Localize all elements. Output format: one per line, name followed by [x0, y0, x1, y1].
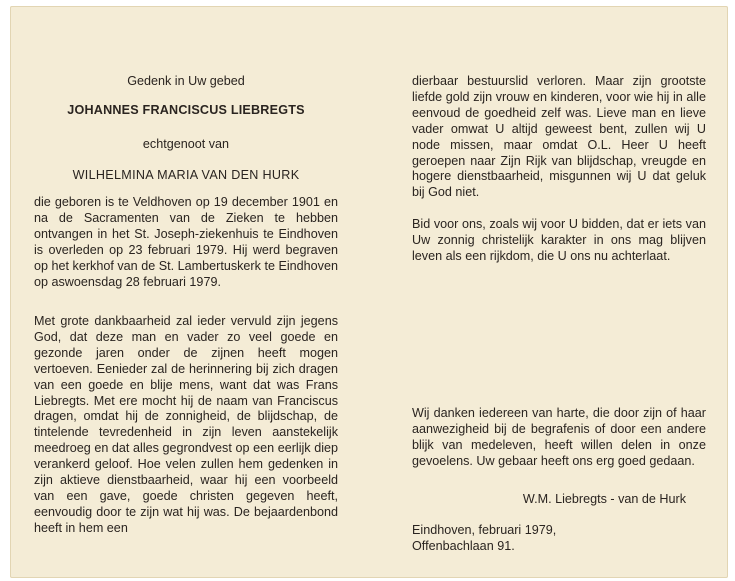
signature: W.M. Liebregts - van de Hurk — [522, 492, 686, 506]
memorial-card — [10, 6, 728, 578]
spouse-intro: echtgenoot van — [142, 137, 230, 151]
prayer-header: Gedenk in Uw gebed — [127, 74, 245, 88]
family-paragraph: dierbaar bestuurslid verloren. Maar zijn grootste liefde gold zijn vrouw en kinderen, voor wie hij in alle eenvoud de goedheid zelf was. Lieve man en lieve vader omwat U altijd geweest bent, zullen wij U node missen, maar omdat O.L. Heer U heeft geroepen naar Zijn Rijk van blijdschap, vreugde en hogere dienstbaarheid, misgunnen wij U dat geluk bij God niet. — [412, 74, 706, 200]
thanks-paragraph: Wij danken iedereen van harte, die door zijn of haar aanwezigheid bij de begrafenis of door een andere blijk van medeleven, heeft willen delen in onze gevoelens. Uw gebaar heeft ons erg goed gedaan. — [412, 406, 706, 468]
address: Offenbachlaan 91. — [412, 539, 515, 553]
place-date: Eindhoven, februari 1979, — [412, 523, 557, 537]
deceased-name: JOHANNES FRANCISCUS LIEBREGTS — [67, 103, 305, 117]
spouse-name: WILHELMINA MARIA VAN DEN HURK — [72, 168, 300, 182]
biography-paragraph: die geboren is te Veldhoven op 19 december 1901 en na de Sacramenten van de Zieken te hebben ontvangen in het St. Joseph-ziekenhuis te Eindhoven is overleden op 23 februari 1979. Hij werd begraven op het kerkhof van de St. Lambertuskerk te Eindhoven op aswoensdag 28 februari 1979. — [34, 195, 338, 289]
tribute-paragraph: Met grote dankbaarheid zal ieder vervuld zijn jegens God, dat deze man en vader zo veel goede en gezonde jaren onder de zijnen heeft mogen vertoeven. Eenieder zal de herinnering bij zich dragen van een goede en blije mens, want dat was Frans Liebregts. Met ere mocht hij de naam van Franciscus dragen, omdat hij de zonnigheid, de blijdschap, de tintelende tevredenheid in zijn leven aanstekelijk meedroeg en dat alles gegrondvest op een eerlijk diep verankerd geloof. Hoe velen zullen hem gedenken in zijn aktieve dienstbaarheid, waar hij een voorbeeld van een gave, goede christen gegeven heeft, eenvoudig door te zijn wat hij was. De bejaardenbond heeft in hem een — [34, 314, 338, 535]
prayer-paragraph: Bid voor ons, zoals wij voor U bidden, dat er iets van Uw zonnig christelijk karakter in ons mag blijven leven als een rijkdom, die U ons nu achterlaat. — [412, 217, 706, 263]
